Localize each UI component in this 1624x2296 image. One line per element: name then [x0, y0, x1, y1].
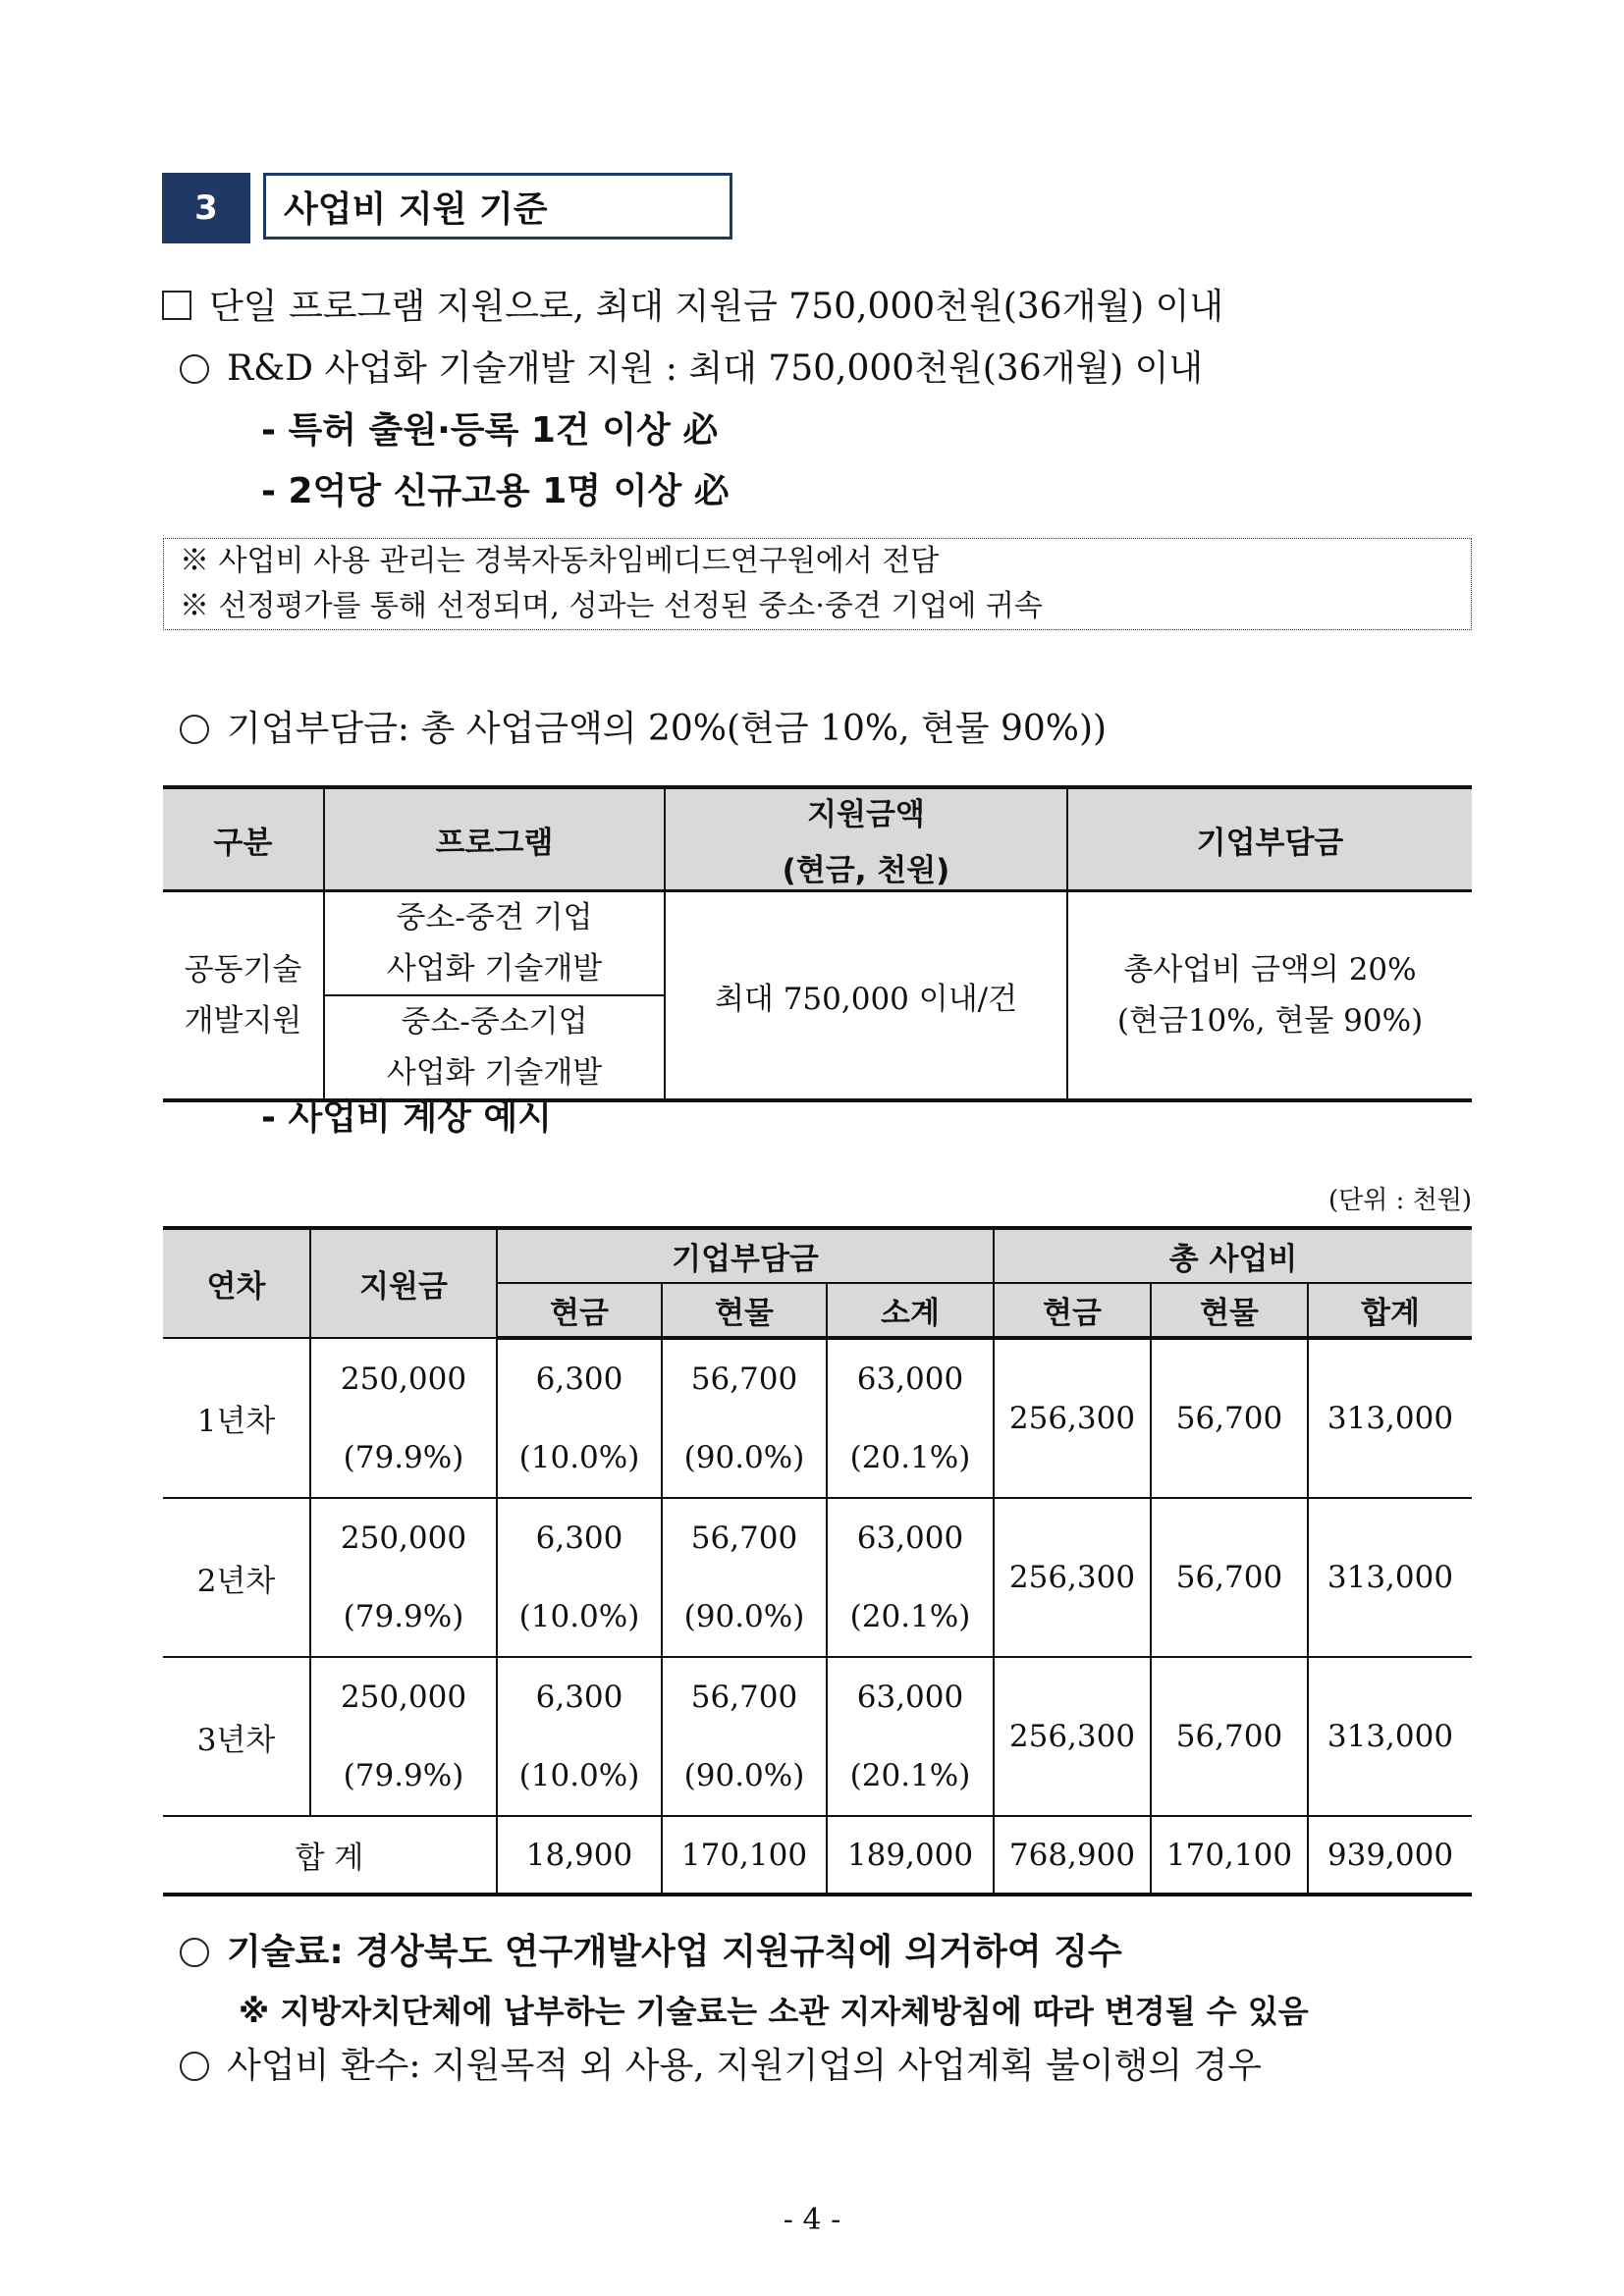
year-cell: 1년차: [163, 1338, 310, 1498]
note-line-2: ※ 선정평가를 통해 선정되며, 성과는 선정된 중소·중견 기업에 귀속: [180, 589, 1043, 623]
inkind-cell: 56,700 (90.0%): [662, 1498, 827, 1657]
header-year: 연차: [163, 1228, 310, 1338]
total-label: 합 계: [163, 1816, 497, 1895]
table-row: [163, 1498, 1472, 1657]
section-title: 사업비 지원 기준: [263, 173, 732, 240]
total-total-inkind: 170,100: [1151, 1816, 1308, 1895]
subtotal-cell: 63,000 (20.1%): [827, 1657, 994, 1816]
header-program: 프로그램: [324, 787, 665, 891]
total-cash-cell: 256,300: [994, 1338, 1151, 1498]
header-total: 총 사업비: [994, 1228, 1472, 1283]
example-title: - 사업비 계상 예시: [261, 1097, 552, 1138]
total-inkind-cell: 56,700: [1151, 1338, 1308, 1498]
total-cash-cell: 256,300: [994, 1498, 1151, 1657]
program-cell-1: 중소-중견 기업 사업화 기술개발: [324, 891, 665, 996]
burden-text: 기업부담금: 총 사업금액의 20%(현금 10%, 현물 90%)): [227, 709, 1108, 749]
requirement-employment: - 2억당 신규고용 1명 이상 必: [261, 471, 730, 511]
program-cell-2: 중소-중소기업 사업화 기술개발: [324, 995, 665, 1100]
total-cash: 18,900: [497, 1816, 662, 1895]
subtotal-cell: 63,000 (20.1%): [827, 1338, 994, 1498]
unit-label: (단위 : 천원): [1327, 1186, 1472, 1215]
burden-line: [180, 701, 1107, 751]
header-amount: 지원금액 (현금, 천원): [665, 787, 1067, 891]
header-subtotal: 소계: [827, 1283, 994, 1338]
header-support: 지원금: [310, 1228, 497, 1338]
header-burden: 기업부담금: [497, 1228, 994, 1283]
inkind-cell: 56,700 (90.0%): [662, 1338, 827, 1498]
support-cell: 250,000 (79.9%): [310, 1338, 497, 1498]
header-total-sum: 합계: [1308, 1283, 1472, 1338]
year-cell: 3년차: [163, 1657, 310, 1816]
total-inkind-cell: 56,700: [1151, 1657, 1308, 1816]
total-inkind: 170,100: [662, 1816, 827, 1895]
total-subtotal: 189,000: [827, 1816, 994, 1895]
header-burden: 기업부담금: [1067, 787, 1472, 891]
total-cash-cell: 256,300: [994, 1657, 1151, 1816]
total-sum-cell: 313,000: [1308, 1498, 1472, 1657]
table-row: [163, 1338, 1472, 1498]
total-row: [163, 1816, 1472, 1895]
section-number: 3: [162, 173, 250, 243]
header-total-cash: 현금: [994, 1283, 1151, 1338]
note-box: [163, 538, 1472, 630]
checkbox-square-icon: [162, 291, 191, 320]
table-row: [163, 1657, 1472, 1816]
note-line-1: ※ 사업비 사용 관리는 경북자동차임베디드연구원에서 전담: [180, 544, 940, 578]
support-cell: 250,000 (79.9%): [310, 1657, 497, 1816]
header-cash: 현금: [497, 1283, 662, 1338]
burden-cell: 총사업비 금액의 20% (현금10%, 현물 90%): [1067, 891, 1472, 1101]
total-total-cash: 768,900: [994, 1816, 1151, 1895]
intro-line: [162, 279, 1223, 329]
cash-cell: 6,300 (10.0%): [497, 1338, 662, 1498]
total-inkind-cell: 56,700: [1151, 1498, 1308, 1657]
circle-bullet-icon: [180, 2052, 209, 2081]
rd-line: [180, 341, 1203, 391]
total-total-sum: 939,000: [1308, 1816, 1472, 1895]
header-inkind: 현물: [662, 1283, 827, 1338]
page-number: - 4 -: [783, 2203, 841, 2237]
inkind-cell: 56,700 (90.0%): [662, 1657, 827, 1816]
cash-cell: 6,300 (10.0%): [497, 1498, 662, 1657]
support-cell: 250,000 (79.9%): [310, 1498, 497, 1657]
cash-cell: 6,300 (10.0%): [497, 1657, 662, 1816]
support-table: [163, 785, 1472, 1102]
total-sum-cell: 313,000: [1308, 1338, 1472, 1498]
budget-example-table: [163, 1226, 1472, 1896]
circle-bullet-icon: [180, 1938, 209, 1967]
recovery-text: 사업비 환수: 지원목적 외 사용, 지원기업의 사업계획 불이행의 경우: [227, 2046, 1263, 2086]
recovery-line: [180, 2038, 1262, 2088]
year-cell: 2년차: [163, 1498, 310, 1657]
circle-bullet-icon: [180, 354, 209, 384]
tech-fee-line: [180, 1924, 1122, 1974]
intro-text: 단일 프로그램 지원으로, 최대 지원금 750,000천원(36개월) 이내: [209, 287, 1224, 327]
subtotal-cell: 63,000 (20.1%): [827, 1498, 994, 1657]
category-cell: 공동기술 개발지원: [163, 891, 324, 1101]
total-sum-cell: 313,000: [1308, 1657, 1472, 1816]
requirement-patent: - 특허 출원·등록 1건 이상 必: [261, 410, 719, 451]
header-category: 구분: [163, 787, 324, 891]
tech-fee-text: 기술료: 경상북도 연구개발사업 지원규칙에 의거하여 징수: [227, 1932, 1122, 1972]
tech-fee-note: ※ 지방자치단체에 납부하는 기술료는 소관 지자체방침에 따라 변경될 수 있음: [239, 1993, 1309, 2030]
amount-cell: 최대 750,000 이내/건: [665, 891, 1067, 1101]
header-total-inkind: 현물: [1151, 1283, 1308, 1338]
circle-bullet-icon: [180, 715, 209, 744]
rd-text: R&D 사업화 기술개발 지원 : 최대 750,000천원(36개월) 이내: [227, 348, 1204, 389]
